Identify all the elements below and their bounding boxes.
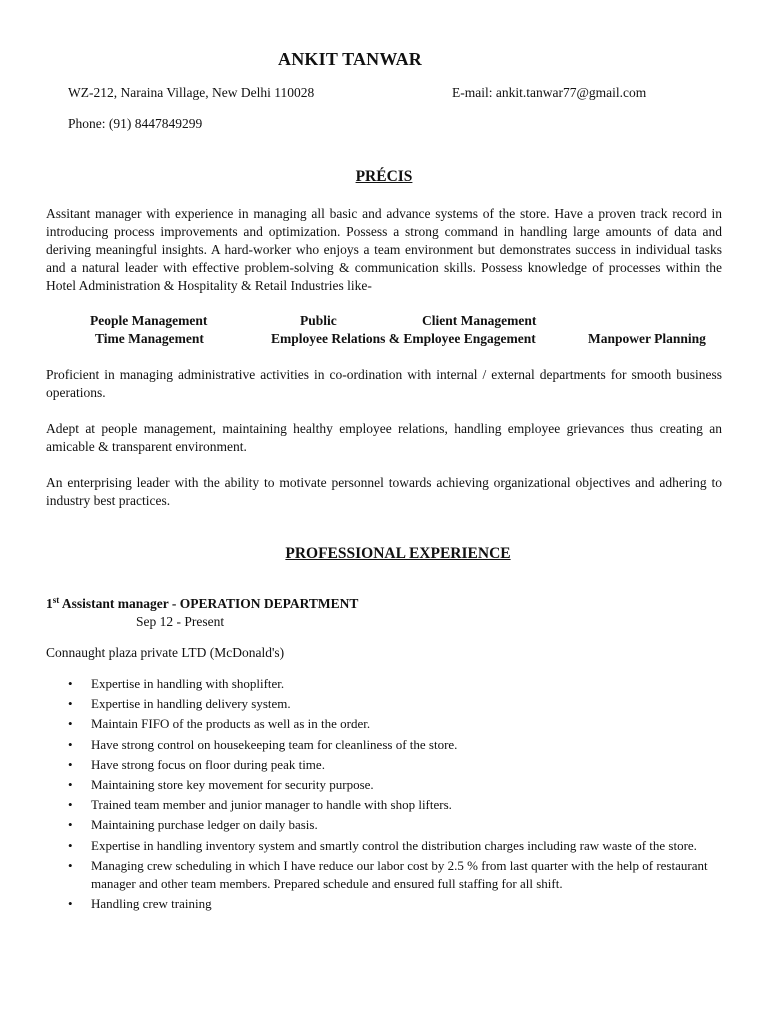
precis-para-2: Adept at people management, maintaining healthy employee relations, handling employee grievances thus creating an amicable & transparent environment.: [46, 421, 722, 454]
job-number: 1: [46, 596, 53, 611]
list-item: [46, 895, 726, 913]
skill-employee-relations: Employee Relations & Employee Engagement: [271, 331, 536, 346]
list-item-text: Maintaining store key movement for security purpose.: [91, 776, 374, 792]
bullet-icon: •: [68, 857, 73, 873]
list-item-text: Have strong focus on floor during peak time.: [91, 756, 325, 772]
bullet-icon: •: [68, 895, 73, 911]
list-item: [46, 857, 726, 893]
responsibility-list: [46, 675, 726, 915]
list-item: [46, 695, 726, 713]
list-item-text: Expertise in handling delivery system.: [91, 696, 291, 712]
bullet-icon: •: [68, 776, 73, 792]
list-item-text: Maintaining purchase ledger on daily basis.: [91, 817, 318, 833]
skill-time-management: Time Management: [95, 331, 204, 346]
job-dates: Sep 12 - Present: [136, 614, 225, 629]
list-item: [46, 837, 726, 855]
list-item: [46, 675, 726, 693]
skill-client-management: Client Management: [422, 313, 537, 328]
bullet-icon: •: [68, 837, 73, 853]
precis-intro: Assitant manager with experience in managing all basic and advance systems of the store. Have a proven track record in introducing process improvements and optimization. Possess a strong command in handling large amounts of data and deriving meaningful insights. A hard-worker who enjoys a team environment but demonstrates success in individual tasks and a natural leader with effective problem-solving & communication skills. Possess knowledge of processes within the Hotel Administration & Hospitality & Retail Industries like-: [46, 206, 722, 293]
bullet-icon: •: [68, 736, 73, 752]
phone: Phone: (91) 8447849299: [68, 116, 203, 131]
list-item: [46, 796, 726, 814]
list-item-text: Managing crew scheduling in which I have reduce our labor cost by 2.5 % from last quarter with the help of restaurant manager and other team members. Prepared schedule and ensured full staffing for all shift.: [91, 857, 708, 891]
address: WZ-212, Naraina Village, New Delhi 110028: [68, 85, 315, 100]
list-item-text: Maintain FIFO of the products as well as in the order.: [91, 716, 371, 732]
bullet-icon: •: [68, 797, 73, 813]
bullet-icon: •: [68, 756, 73, 772]
email: E-mail: ankit.tanwar77@gmail.com: [452, 85, 647, 100]
list-item-text: Handling crew training: [91, 895, 212, 911]
precis-para-3: An enterprising leader with the ability to motivate personnel towards achieving organizational objectives and adhering to industry best practices.: [46, 475, 722, 508]
list-item-text: Have strong control on housekeeping team for cleanliness of the store.: [91, 736, 458, 752]
precis-para-1: Proficient in managing administrative activities in co-ordination with internal / external departments for smooth business operations.: [46, 367, 722, 400]
list-item: [46, 816, 726, 834]
list-item: [46, 776, 726, 794]
list-item-text: Expertise in handling inventory system and smartly control the distribution charges including raw waste of the store.: [91, 837, 697, 853]
bullet-icon: •: [68, 696, 73, 712]
bullet-icon: •: [68, 716, 73, 732]
skill-manpower-planning: Manpower Planning: [588, 331, 706, 346]
job-title-text: Assistant manager - OPERATION DEPARTMENT: [59, 596, 359, 611]
bullet-icon: •: [68, 817, 73, 833]
experience-heading: PROFESSIONAL EXPERIENCE: [285, 545, 511, 562]
precis-heading: PRÉCIS: [355, 168, 413, 185]
job-number-suffix: st: [52, 595, 60, 605]
candidate-name: ANKIT TANWAR: [278, 49, 422, 69]
skill-public: Public: [300, 313, 337, 328]
bullet-icon: •: [68, 676, 73, 691]
list-item: [46, 756, 726, 774]
list-item-text: Trained team member and junior manager to handle with shop lifters.: [91, 797, 452, 813]
list-item: [46, 736, 726, 754]
list-item-text: Expertise in handling with shoplifter.: [91, 676, 285, 691]
company-name: Connaught plaza private LTD (McDonald's): [46, 645, 285, 660]
list-item: [46, 715, 726, 733]
job-title: [46, 595, 358, 612]
skill-people-management: People Management: [90, 313, 208, 328]
